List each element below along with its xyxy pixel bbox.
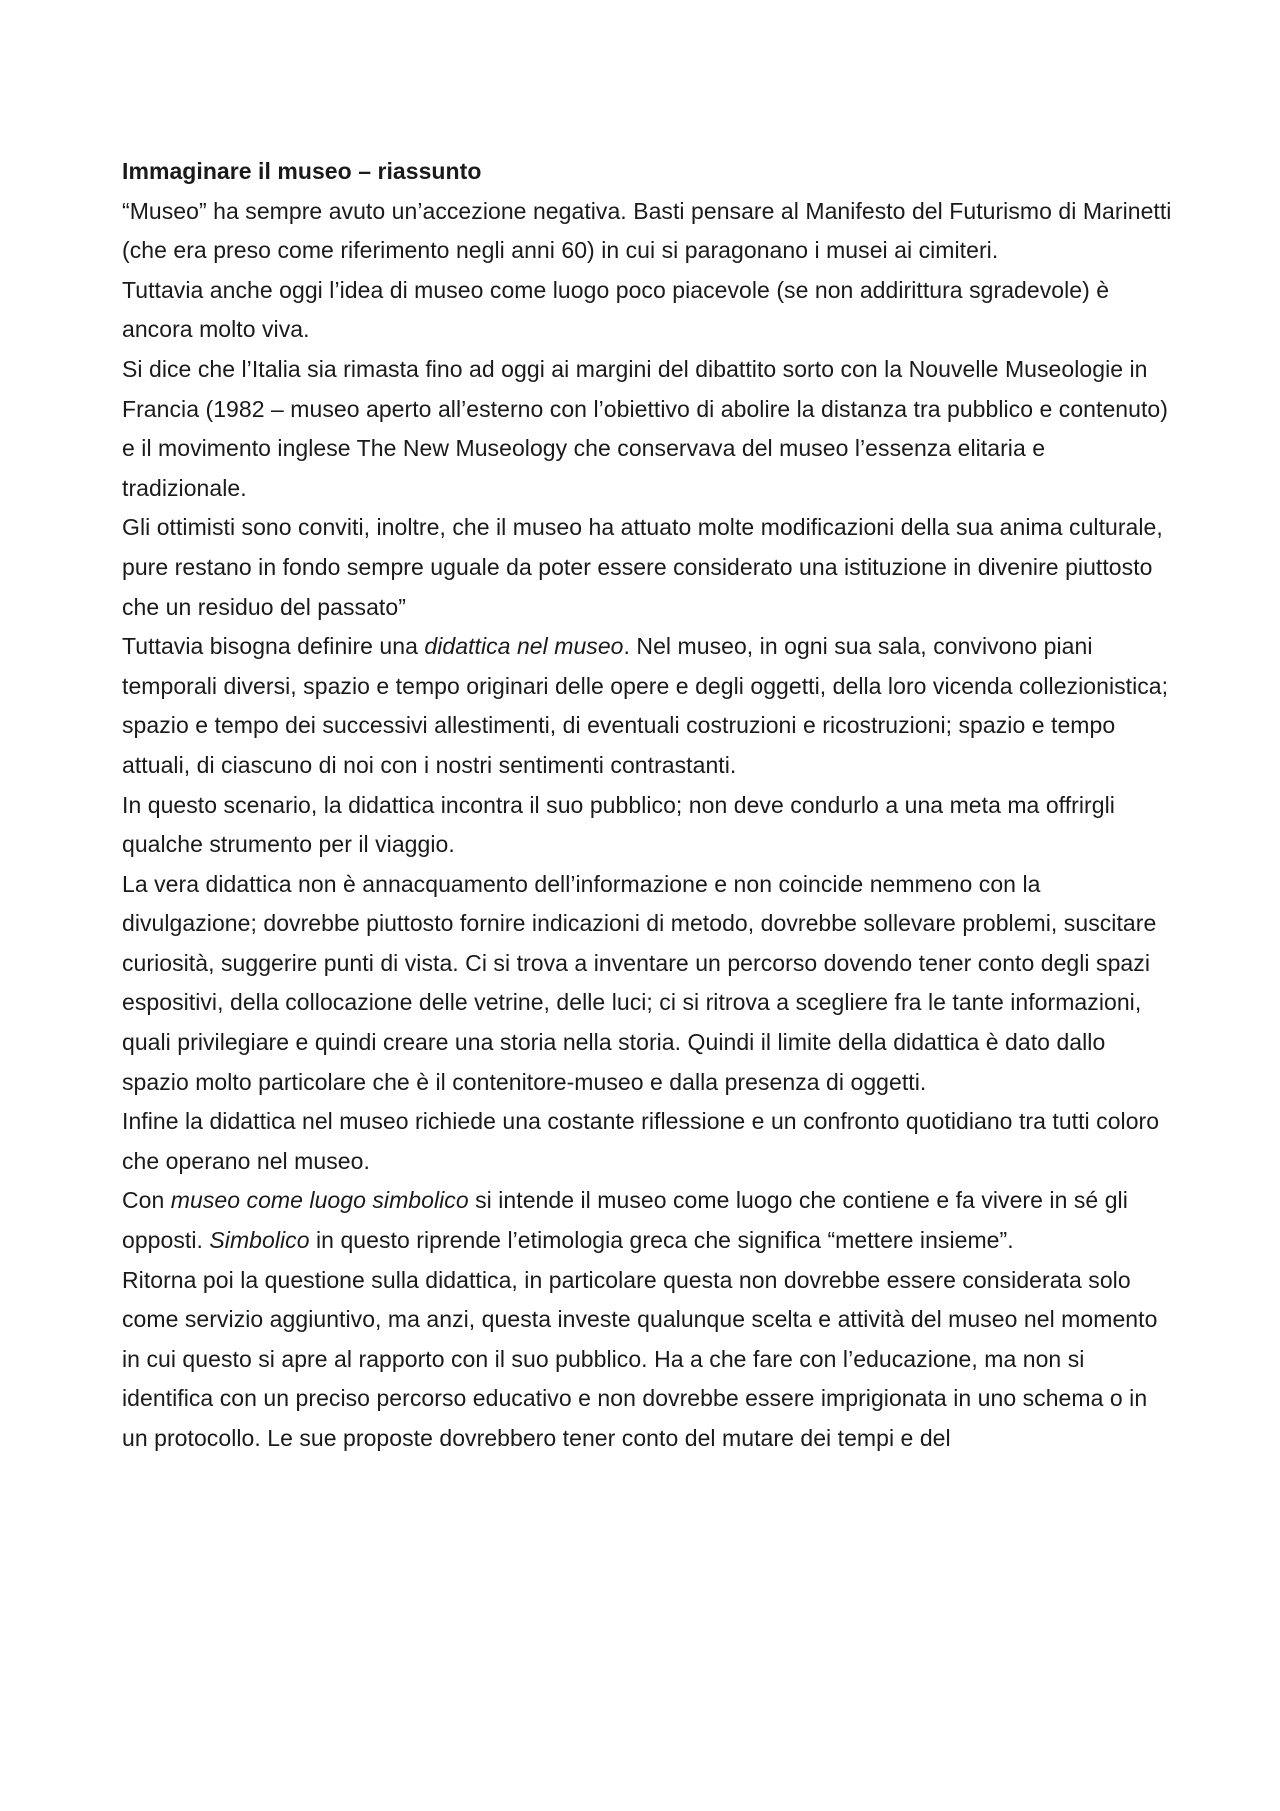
paragraph — [122, 786, 1172, 865]
paragraph — [122, 1181, 1172, 1260]
text-segment: In questo scenario, la didattica incontra il suo pubblico; non deve condurlo a una meta ma offrirgli qualche strumento per il viaggio. — [122, 791, 1115, 858]
text-segment: in questo riprende l’etimologia greca che significa “mettere insieme”. — [309, 1227, 1014, 1254]
text-segment: Tuttavia anche oggi l’idea di museo come luogo poco piacevole (se non addirittura sgradevole) è ancora molto viva. — [122, 276, 1110, 343]
italic-text-segment: didattica nel museo — [424, 633, 624, 660]
document-title: Immaginare il museo – riassunto — [122, 158, 482, 184]
paragraph — [122, 627, 1172, 785]
paragraph-list — [122, 192, 1172, 1459]
text-segment: La vera didattica non è annacquamento dell’informazione e non coincide nemmeno con la divulgazione; dovrebbe piuttosto fornire indicazioni di metodo, dovrebbe sollevare problemi, suscitare curiosità, suggerire punti di vista. Ci si trova a inventare un percorso dovendo tener conto degli spazi espositivi, della collocazione delle vetrine, delle luci; ci si ritrova a scegliere fra le tante informazioni, quali privilegiare e quindi creare una storia nella storia. Quindi il limite della didattica è dato dallo spazio molto particolare che è il contenitore-museo e dalla presenza di oggetti. — [122, 870, 1157, 1095]
paragraph — [122, 271, 1172, 350]
paragraph — [122, 865, 1172, 1103]
text-segment: Con — [122, 1187, 171, 1214]
italic-text-segment: Simbolico — [209, 1227, 310, 1254]
text-segment: Tuttavia bisogna definire una — [122, 633, 425, 660]
text-segment: Infine la didattica nel museo richiede una costante riflessione e un confronto quotidiano tra tutti coloro che operano nel museo. — [122, 1108, 1160, 1174]
text-segment: . Nel museo, in ogni sua sala, convivono piani temporali diversi, spazio e tempo originari delle opere e degli oggetti, della loro vicenda collezionistica; spazio e tempo dei successivi allestimenti, di eventuali costruzioni e ricostruzioni; spazio e tempo attuali, di ciascuno di noi con i nostri sentimenti contrastanti. — [122, 633, 1169, 778]
document-body — [122, 152, 1172, 1459]
paragraph — [122, 192, 1172, 271]
paragraph — [122, 1102, 1172, 1181]
text-segment: Ritorna poi la questione sulla didattica, in particolare questa non dovrebbe essere considerata solo come servizio aggiuntivo, ma anzi, questa investe qualunque scelta e attività del museo nel momento in cui questo si apre al rapporto con il suo pubblico. Ha a che fare con l’educazione, ma non si identifica con un preciso percorso educativo e non dovrebbe essere imprigionata in uno schema o in un protocollo. Le sue proposte dovrebbero tener conto del mutare dei tempi e del — [122, 1266, 1158, 1451]
text-segment: Si dice che l’Italia sia rimasta fino ad oggi ai margini del dibattito sorto con la Nouvelle Museologie in Francia (1982 – museo aperto all’esterno con l’obiettivo di abolire la distanza tra pubblico e contenuto) e il movimento inglese The New Museology che conservava del museo l’essenza elitaria e tradizionale. — [122, 355, 1168, 501]
paragraph — [122, 508, 1172, 627]
italic-text-segment: museo come luogo simbolico — [170, 1187, 469, 1214]
text-segment: Gli ottimisti sono conviti, inoltre, che il museo ha attuato molte modificazioni della sua anima culturale, pure restano in fondo sempre uguale da poter essere considerato una istituzione in divenire piuttosto che un residuo del passato” — [122, 514, 1163, 620]
paragraph — [122, 350, 1172, 508]
paragraph — [122, 1261, 1172, 1459]
text-segment: “Museo” ha sempre avuto un’accezione negativa. Basti pensare al Manifesto del Futurismo di Marinetti (che era preso come riferimento negli anni 60) in cui si paragonano i musei ai cimiteri. — [122, 197, 1172, 264]
text-segment: si intende il museo come luogo che contiene e fa vivere in sé gli opposti. — [122, 1187, 1128, 1254]
